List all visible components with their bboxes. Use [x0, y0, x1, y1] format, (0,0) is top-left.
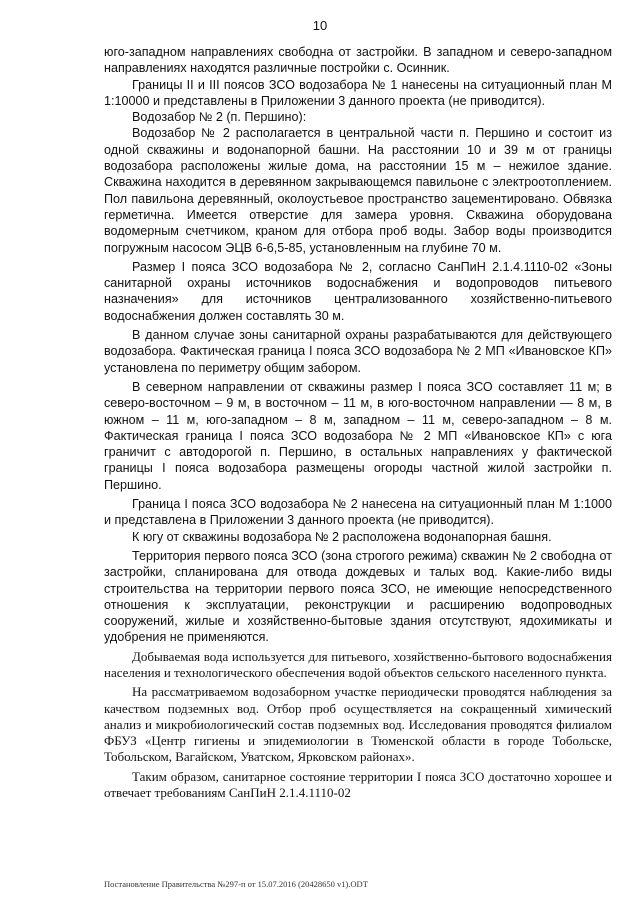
document-body	[104, 44, 612, 801]
paragraph-conclusion: Таким образом, санитарное состояние территории I пояса ЗСО достаточно хорошее и отвечает требованиям СанПиН 2.1.4.1110-02	[104, 768, 612, 801]
paragraph-actual-boundary: В данном случае зоны санитарной охраны разрабатываются для действующего водозабора. Фактическая граница I пояса ЗСО водозабора № 2 МП «Ивановское КП» установлена по периметру общим забором.	[104, 328, 612, 375]
page-number: 10	[312, 18, 328, 33]
paragraph-zones-2-3: Границы II и III поясов ЗСО водозабора № 1 нанесены на ситуационный план М 1:10000 и представлены в Приложении 3 данного проекта (не приводится).	[104, 77, 612, 108]
paragraph-zone-size: Размер I пояса ЗСО водозабора № 2, согласно СанПиН 2.1.4.1110-02 «Зоны санитарной охраны источников водоснабжения и водопроводов питьевого назначения» для источников централизованного хозяйственно-питьевого водоснабжения должен составлять 30 м.	[104, 259, 612, 323]
paragraph-situational-plan: Граница I пояса ЗСО водозабора № 2 нанесена на ситуационный план М 1:1000 и представлена в Приложении 3 данного проекта (не приводится).	[104, 497, 612, 528]
paragraph-water-usage: Добываемая вода используется для питьевого, хозяйственно-бытового водоснабжения населения и технологического обеспечения водой объектов сельского населенного пункта.	[104, 648, 612, 680]
paragraph-wellfield-description: Водозабор № 2 располагается в центральной части п. Першино и состоит из одной скважины и водонапорной башни. На расстоянии 10 и 39 м от границы водозабора расположены жилые дома, на расстоянии 15 м – нежилое здание. Скважина находится в деревянном закрывающемся павильоне с электроотоплением. Пол павильона деревянный, околоустьевое пространство зацементировано. Обвязка герметична. Имеется отверстие для замера уровня. Скважина оборудована водомерным счетчиком, краном для отбора проб воды. Забор воды производится погружным насосом ЭЦВ 6-6,5-85, установленным на глубине 70 м.	[104, 126, 612, 255]
paragraph-water-tower: К югу от скважины водозабора № 2 расположена водонапорная башня.	[132, 529, 552, 544]
section-heading-wellfield-2: Водозабор № 2 (п. Першино):	[132, 110, 307, 125]
footer-document-id: Постановление Правительства №297-п от 15.07.2016 (20428650 v1).ODT	[104, 879, 368, 889]
paragraph-monitoring: На рассматриваемом водозаборном участке периодически проводятся наблюдения за качеством подземных вод. Отбор проб осуществляется на сокращенный химический анализ и микробиологический состав подземных вод. Исследования проводятся филиалом ФБУЗ «Центр гигиены и эпидемиологии в Тюменской области в городе Тобольске, Тобольском, Вагайском, Уватском, Ярковском районах».	[104, 684, 612, 765]
paragraph-directions: В северном направлении от скважины размер I пояса ЗСО составляет 11 м; в северо-восточном – 9 м, в восточном – 11 м, в юго-восточном направлении — 8 м, в южном – 11 м, юго-западном – 8 м, западном – 11 м, северо-западном – 8 м. Фактическая граница I пояса ЗСО водозабора № 2 МП «Ивановское КП» с юга граничит с автодорогой п. Першино, в остальных направлениях у фактической границы I пояса водозабора размещены огороды частной жилой застройки п. Першино.	[104, 379, 612, 492]
paragraph-strict-regime: Территория первого пояса ЗСО (зона строгого режима) скважин № 2 свободна от застройки, спланирована для отвода дождевых и талых вод. Какие-либо виды строительства на территории первого пояса ЗСО, не имеющие непосредственного отношения к эксплуатации, реконструкции и расширению водопроводных сооружений, жилые и хозяйственно-бытовые здания отсутствуют, ядохимикаты и удобрения не применяются.	[104, 548, 612, 645]
paragraph-continuation: юго-западном направлениях свободна от застройки. В западном и северо-западном направлениях находятся различные постройки с. Осинник.	[104, 45, 612, 76]
